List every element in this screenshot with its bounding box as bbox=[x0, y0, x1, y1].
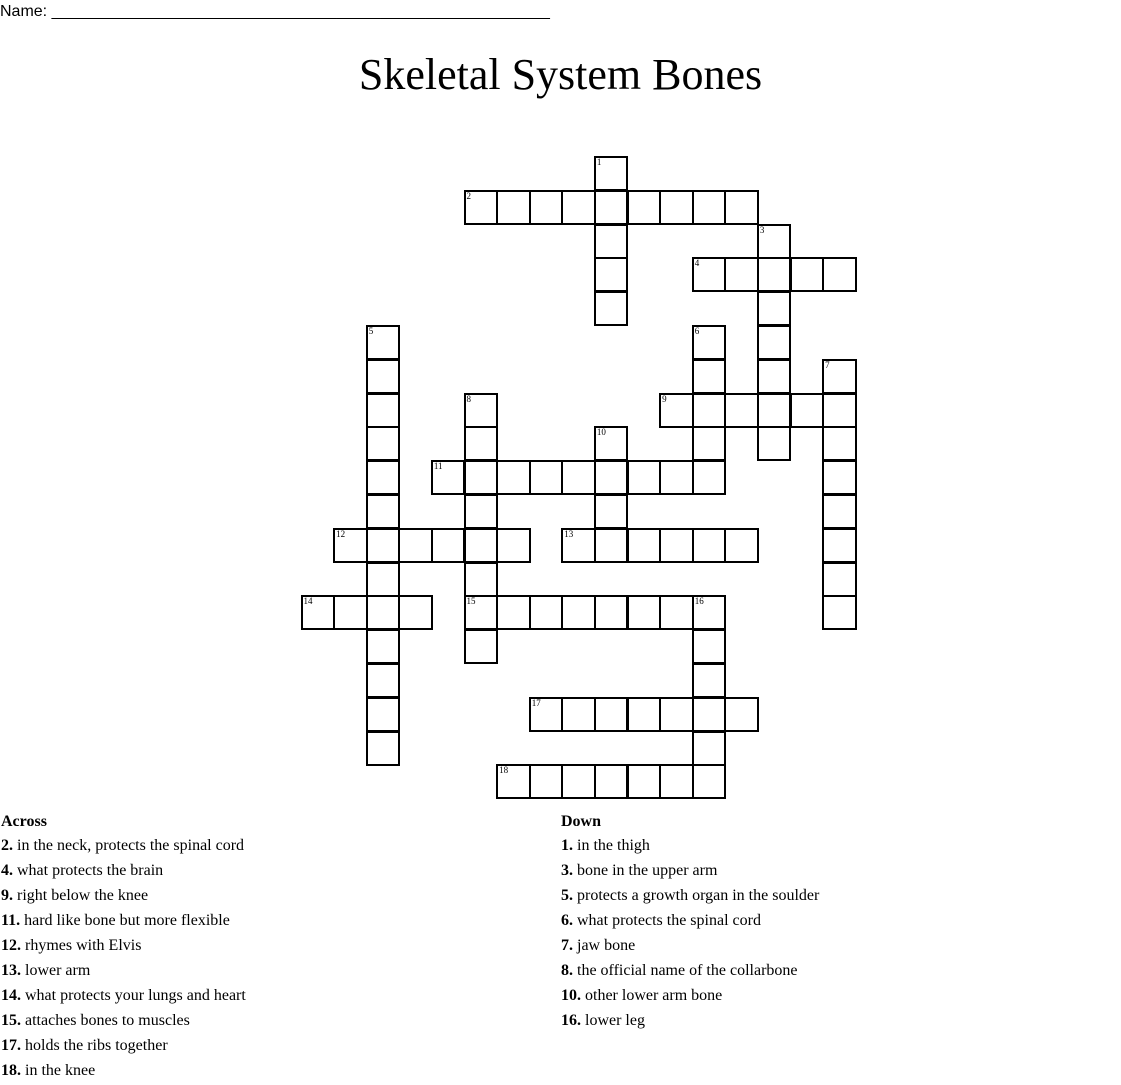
clue-number: 16. bbox=[561, 1012, 581, 1029]
clue-across-13 bbox=[1, 958, 246, 983]
clue-down-5 bbox=[561, 883, 819, 908]
grid-cell[interactable] bbox=[333, 595, 368, 630]
clue-across-15 bbox=[1, 1008, 246, 1033]
grid-cell[interactable] bbox=[561, 764, 596, 799]
grid-cell[interactable] bbox=[627, 460, 662, 495]
cell-number: 1 bbox=[596, 157, 602, 167]
grid-cell[interactable] bbox=[692, 257, 727, 292]
clue-text: what protects your lungs and heart bbox=[21, 987, 246, 1004]
clue-number: 14. bbox=[1, 987, 21, 1004]
clue-text: holds the ribs together bbox=[21, 1037, 168, 1054]
grid-cell[interactable] bbox=[594, 595, 629, 630]
cell-number: 18 bbox=[499, 765, 509, 776]
grid-cell[interactable] bbox=[692, 528, 727, 563]
grid-cell[interactable] bbox=[464, 494, 499, 529]
grid-cell[interactable] bbox=[366, 629, 401, 664]
clue-number: 7. bbox=[561, 937, 573, 954]
grid-cell[interactable] bbox=[822, 359, 857, 394]
grid-cell[interactable] bbox=[496, 460, 531, 495]
grid-cell[interactable] bbox=[366, 562, 401, 597]
clue-number: 12. bbox=[1, 937, 21, 954]
grid-cell[interactable] bbox=[594, 257, 629, 292]
grid-cell[interactable] bbox=[594, 291, 629, 326]
grid-cell[interactable] bbox=[496, 190, 531, 225]
grid-cell[interactable] bbox=[594, 764, 629, 799]
grid-cell[interactable] bbox=[659, 697, 694, 732]
down-heading: Down bbox=[561, 813, 602, 830]
grid-cell[interactable] bbox=[659, 764, 694, 799]
cell-number: 15 bbox=[466, 596, 476, 607]
grid-cell[interactable] bbox=[366, 426, 401, 461]
grid-cell[interactable] bbox=[822, 528, 857, 563]
grid-cell[interactable] bbox=[561, 697, 596, 732]
grid-cell[interactable] bbox=[301, 595, 336, 630]
cell-number: 14 bbox=[303, 596, 313, 607]
clue-text: in the thigh bbox=[573, 837, 650, 854]
grid-cell[interactable] bbox=[464, 460, 499, 495]
grid-cell[interactable] bbox=[366, 359, 401, 394]
clue-down-10 bbox=[561, 983, 819, 1008]
grid-cell[interactable] bbox=[692, 764, 727, 799]
grid-cell[interactable] bbox=[529, 764, 564, 799]
grid-cell[interactable] bbox=[757, 393, 792, 428]
clue-text: protects a growth organ in the soulder bbox=[573, 887, 820, 904]
clue-number: 11. bbox=[1, 912, 21, 929]
grid-cell[interactable] bbox=[496, 764, 531, 799]
grid-cell[interactable] bbox=[496, 595, 531, 630]
grid-cell[interactable] bbox=[366, 494, 401, 529]
grid-cell[interactable] bbox=[822, 257, 857, 292]
grid-cell[interactable] bbox=[529, 460, 564, 495]
grid-cell[interactable] bbox=[561, 595, 596, 630]
down-clue-list bbox=[561, 833, 819, 1033]
clue-down-6 bbox=[561, 908, 819, 933]
across-heading: Across bbox=[1, 813, 47, 830]
grid-cell[interactable] bbox=[464, 393, 499, 428]
clue-across-17 bbox=[1, 1033, 246, 1058]
grid-cell[interactable] bbox=[822, 426, 857, 461]
clue-number: 1. bbox=[561, 837, 573, 854]
clue-number: 15. bbox=[1, 1012, 21, 1029]
clue-text: lower leg bbox=[581, 1012, 645, 1029]
down-clues bbox=[561, 810, 819, 1033]
across-clues bbox=[1, 810, 246, 1083]
grid-cell[interactable] bbox=[692, 731, 727, 766]
clue-across-11 bbox=[1, 908, 246, 933]
clue-number: 5. bbox=[561, 887, 573, 904]
grid-cell[interactable] bbox=[398, 528, 433, 563]
grid-cell[interactable] bbox=[464, 562, 499, 597]
grid-cell[interactable] bbox=[529, 697, 564, 732]
cell-number: 9 bbox=[662, 393, 667, 404]
grid-cell[interactable] bbox=[822, 595, 857, 630]
grid-cell[interactable] bbox=[757, 426, 792, 461]
name-blank[interactable]: ________________________________________________________ bbox=[51, 3, 550, 20]
clue-number: 13. bbox=[1, 962, 21, 979]
grid-cell[interactable] bbox=[464, 426, 499, 461]
grid-cell[interactable] bbox=[366, 697, 401, 732]
grid-cell[interactable] bbox=[464, 629, 499, 664]
grid-cell[interactable] bbox=[659, 460, 694, 495]
grid-cell[interactable] bbox=[790, 257, 825, 292]
grid-cell[interactable] bbox=[366, 393, 401, 428]
grid-cell[interactable] bbox=[594, 697, 629, 732]
cell-number: 7 bbox=[825, 359, 830, 370]
clue-text: in the neck, protects the spinal cord bbox=[13, 837, 245, 854]
cell-number: 10 bbox=[596, 427, 606, 438]
grid-cell[interactable] bbox=[431, 460, 466, 495]
clue-across-18 bbox=[1, 1058, 246, 1083]
grid-cell[interactable] bbox=[692, 629, 727, 664]
clue-text: attaches bones to muscles bbox=[21, 1012, 190, 1029]
grid-cell[interactable] bbox=[822, 393, 857, 428]
grid-cell[interactable] bbox=[594, 224, 629, 259]
grid-cell[interactable] bbox=[561, 190, 596, 225]
cell-number: 13 bbox=[564, 528, 574, 539]
clue-text: rhymes with Elvis bbox=[21, 937, 142, 954]
clue-down-8 bbox=[561, 958, 819, 983]
grid-cell[interactable] bbox=[822, 562, 857, 597]
cell-number: 2 bbox=[466, 190, 471, 201]
grid-cell[interactable] bbox=[790, 393, 825, 428]
cell-number: 16 bbox=[694, 596, 704, 607]
clue-text: in the knee bbox=[21, 1062, 96, 1079]
grid-cell[interactable] bbox=[431, 528, 466, 563]
grid-cell[interactable] bbox=[724, 393, 759, 428]
grid-cell[interactable] bbox=[366, 325, 401, 360]
grid-cell[interactable] bbox=[692, 426, 727, 461]
grid-cell[interactable] bbox=[594, 190, 629, 225]
clue-text: lower arm bbox=[21, 962, 91, 979]
across-clue-list bbox=[1, 833, 246, 1083]
grid-cell[interactable] bbox=[561, 460, 596, 495]
grid-cell[interactable] bbox=[594, 494, 629, 529]
cell-number: 17 bbox=[531, 697, 541, 708]
clue-text: jaw bone bbox=[573, 937, 636, 954]
clue-text: hard like bone but more flexible bbox=[20, 912, 230, 929]
grid-cell[interactable] bbox=[561, 528, 596, 563]
grid-cell[interactable] bbox=[496, 528, 531, 563]
clue-text: what protects the brain bbox=[13, 862, 164, 879]
grid-cell[interactable] bbox=[366, 528, 401, 563]
grid-cell[interactable] bbox=[692, 359, 727, 394]
clue-number: 9. bbox=[1, 887, 13, 904]
grid-cell[interactable] bbox=[366, 595, 401, 630]
clue-across-12 bbox=[1, 933, 246, 958]
grid-cell[interactable] bbox=[822, 460, 857, 495]
clue-across-4 bbox=[1, 858, 246, 883]
cell-number: 8 bbox=[466, 393, 471, 404]
grid-cell[interactable] bbox=[757, 224, 792, 259]
clue-text: what protects the spinal cord bbox=[573, 912, 761, 929]
cell-number: 11 bbox=[433, 461, 443, 472]
cell-number: 3 bbox=[759, 224, 765, 235]
grid-cell[interactable] bbox=[757, 325, 792, 360]
clue-across-2 bbox=[1, 833, 246, 858]
grid-cell[interactable] bbox=[366, 460, 401, 495]
clue-text: other lower arm bone bbox=[581, 987, 723, 1004]
clue-number: 4. bbox=[1, 862, 13, 879]
grid-cell[interactable] bbox=[692, 697, 727, 732]
grid-cell[interactable] bbox=[627, 528, 662, 563]
grid-cell[interactable] bbox=[659, 595, 694, 630]
clue-across-14 bbox=[1, 983, 246, 1008]
clue-number: 2. bbox=[1, 837, 13, 854]
grid-cell[interactable] bbox=[627, 697, 662, 732]
grid-cell[interactable] bbox=[724, 257, 759, 292]
grid-cell[interactable] bbox=[692, 663, 727, 698]
grid-cell[interactable] bbox=[627, 595, 662, 630]
grid-cell[interactable] bbox=[659, 190, 694, 225]
clue-down-1 bbox=[561, 833, 819, 858]
grid-cell[interactable] bbox=[529, 190, 564, 225]
cell-number: 5 bbox=[368, 326, 374, 336]
grid-cell[interactable] bbox=[627, 764, 662, 799]
grid-cell[interactable] bbox=[659, 393, 694, 428]
clue-down-7 bbox=[561, 933, 819, 958]
clue-down-16 bbox=[561, 1008, 819, 1033]
clue-number: 6. bbox=[561, 912, 573, 929]
grid-cell[interactable] bbox=[464, 595, 499, 630]
clue-text: right below the knee bbox=[13, 887, 149, 904]
grid-cell[interactable] bbox=[464, 190, 499, 225]
grid-cell[interactable] bbox=[529, 595, 564, 630]
grid-cell[interactable] bbox=[333, 528, 368, 563]
grid-cell[interactable] bbox=[627, 190, 662, 225]
clue-text: bone in the upper arm bbox=[573, 862, 718, 879]
page-title: Skeletal System Bones bbox=[358, 50, 763, 99]
grid-cell[interactable] bbox=[724, 528, 759, 563]
grid-cell[interactable] bbox=[594, 528, 629, 563]
grid-cell[interactable] bbox=[366, 731, 401, 766]
cell-number: 6 bbox=[694, 326, 700, 336]
name-label: Name: bbox=[0, 3, 48, 20]
grid-cell[interactable] bbox=[724, 190, 759, 225]
clue-number: 8. bbox=[561, 962, 573, 979]
clue-number: 3. bbox=[561, 862, 573, 879]
grid-cell[interactable] bbox=[724, 697, 759, 732]
cell-number: 4 bbox=[694, 258, 700, 269]
grid-cell[interactable] bbox=[594, 460, 629, 495]
grid-cell[interactable] bbox=[692, 190, 727, 225]
grid-cell[interactable] bbox=[692, 393, 727, 428]
grid-cell[interactable] bbox=[757, 257, 792, 292]
grid-cell[interactable] bbox=[692, 595, 727, 630]
grid-cell[interactable] bbox=[757, 291, 792, 326]
grid-cell[interactable] bbox=[366, 663, 401, 698]
clue-number: 17. bbox=[1, 1037, 21, 1054]
grid-cell[interactable] bbox=[757, 359, 792, 394]
cell-number: 12 bbox=[336, 528, 346, 539]
clue-number: 18. bbox=[1, 1062, 21, 1079]
grid-cell[interactable] bbox=[464, 528, 499, 563]
clue-text: the official name of the collarbone bbox=[573, 962, 798, 979]
grid-cell[interactable] bbox=[659, 528, 694, 563]
grid-cell[interactable] bbox=[594, 156, 629, 191]
grid-cell[interactable] bbox=[398, 595, 433, 630]
clue-across-9 bbox=[1, 883, 246, 908]
grid-cell[interactable] bbox=[594, 426, 629, 461]
clue-down-3 bbox=[561, 858, 819, 883]
grid-cell[interactable] bbox=[692, 460, 727, 495]
grid-cell[interactable] bbox=[692, 325, 727, 360]
clue-number: 10. bbox=[561, 987, 581, 1004]
grid-cell[interactable] bbox=[822, 494, 857, 529]
